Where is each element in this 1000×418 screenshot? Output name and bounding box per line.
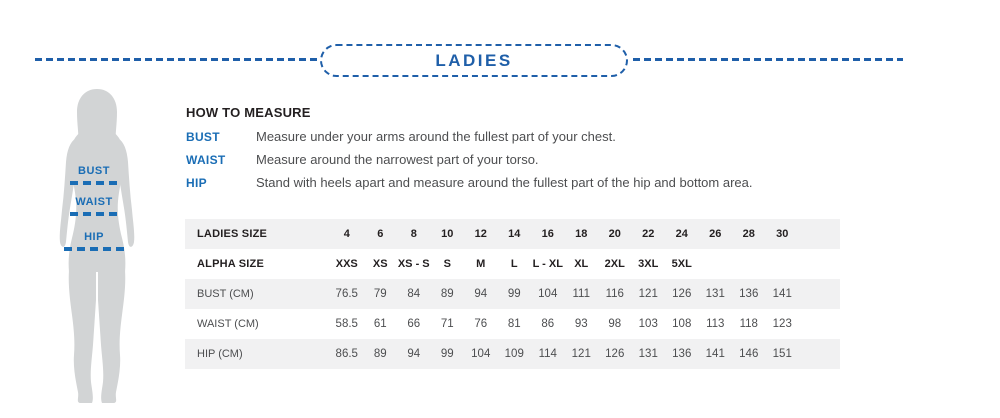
size-cell: 89 (364, 339, 398, 369)
how-to-measure-title: HOW TO MEASURE (186, 105, 311, 120)
header-dashed-rule-right (633, 58, 903, 61)
size-cell: 8 (397, 219, 431, 249)
size-cell: 28 (732, 219, 766, 249)
size-cell: 24 (665, 219, 699, 249)
size-cell: 10 (431, 219, 465, 249)
size-cell: 86.5 (330, 339, 364, 369)
page-title: LADIES (435, 50, 513, 70)
size-cell: 109 (498, 339, 532, 369)
size-cell: 71 (440, 318, 454, 330)
size-cell: L - XL (532, 258, 563, 270)
measure-row-hip (186, 175, 906, 189)
size-cell: 16 (531, 219, 565, 249)
hip-dashed-line (64, 247, 124, 251)
size-cell: 94 (397, 339, 431, 369)
row-spacer (799, 249, 840, 279)
size-cell: 30 (766, 219, 800, 249)
size-cell: 12 (464, 219, 498, 249)
size-cell: 104 (464, 339, 498, 369)
size-cell: 111 (565, 279, 599, 309)
size-cell: 108 (672, 318, 692, 330)
size-cell: 99 (431, 339, 465, 369)
measure-row-waist (186, 152, 906, 166)
size-cell: 113 (706, 318, 725, 330)
size-cell: 141 (699, 339, 733, 369)
size-cell: 22 (632, 219, 666, 249)
size-cell: 126 (665, 279, 699, 309)
size-cell: 103 (638, 318, 658, 330)
size-cell: 2XL (604, 258, 625, 270)
size-cell: 121 (632, 279, 666, 309)
row-label: BUST (CM) (185, 279, 330, 309)
size-cell: 6 (364, 219, 398, 249)
size-cell: 121 (565, 339, 599, 369)
table-row (185, 339, 840, 369)
size-cell: XS - S (397, 258, 430, 270)
size-cell: 136 (665, 339, 699, 369)
size-cell: L (510, 258, 518, 270)
size-cell (766, 249, 800, 279)
measure-description: Stand with heels apart and measure around the fullest part of the hip and bottom area. (256, 175, 753, 190)
row-spacer (799, 339, 840, 369)
size-cell: 98 (608, 318, 622, 330)
row-spacer (799, 279, 840, 309)
size-cell: 76.5 (330, 279, 364, 309)
row-label: HIP (CM) (185, 339, 330, 369)
size-cell: 131 (699, 279, 733, 309)
size-table (185, 219, 840, 369)
figure-waist-label: WAIST (75, 196, 113, 208)
size-cell: 131 (632, 339, 666, 369)
size-cell: 81 (507, 318, 521, 330)
row-label: ALPHA SIZE (197, 258, 264, 270)
size-cell: 26 (699, 219, 733, 249)
measure-row-bust (186, 129, 906, 143)
size-cell: XXS (335, 258, 358, 270)
size-cell: 123 (772, 318, 792, 330)
size-cell: 104 (531, 279, 565, 309)
header-dashed-rule-left (35, 58, 318, 61)
size-cell: 89 (431, 279, 465, 309)
size-cell: 14 (498, 219, 532, 249)
row-label: WAIST (CM) (197, 318, 259, 330)
table-row (185, 219, 840, 249)
how-to-measure-section (186, 105, 906, 189)
size-cell: XS (372, 258, 388, 270)
size-cell (699, 249, 733, 279)
measure-term: WAIST (186, 153, 226, 167)
measure-description: Measure under your arms around the fullest part of your chest. (256, 129, 616, 144)
size-cell: 4 (330, 219, 364, 249)
size-cell: 3XL (638, 258, 659, 270)
table-row (185, 249, 840, 279)
size-cell: 116 (598, 279, 632, 309)
size-cell: 5XL (671, 258, 692, 270)
size-cell: 18 (565, 219, 599, 249)
figure-bust-label: BUST (78, 165, 110, 177)
table-row (185, 309, 840, 339)
size-cell: 151 (766, 339, 800, 369)
row-spacer (799, 219, 840, 249)
size-cell: 84 (397, 279, 431, 309)
size-cell: S (443, 258, 451, 270)
size-cell: 126 (598, 339, 632, 369)
measure-term: BUST (186, 130, 220, 144)
bust-dashed-line (70, 181, 118, 185)
size-cell: 118 (739, 318, 758, 330)
ladies-banner-pill (320, 44, 628, 77)
figure-hip-label: HIP (84, 231, 104, 243)
size-cell: XL (574, 258, 589, 270)
size-cell: 66 (407, 318, 421, 330)
size-cell: 94 (464, 279, 498, 309)
size-cell: 86 (541, 318, 555, 330)
measure-description: Measure around the narrowest part of your torso. (256, 152, 539, 167)
table-row (185, 279, 840, 309)
row-spacer (799, 309, 840, 339)
size-cell (732, 249, 766, 279)
size-cell: 58.5 (335, 318, 358, 330)
row-label: LADIES SIZE (185, 219, 330, 249)
waist-dashed-line (70, 212, 118, 216)
size-table-body (185, 219, 840, 369)
size-cell: M (476, 258, 486, 270)
size-cell: 136 (732, 279, 766, 309)
measure-term: HIP (186, 176, 207, 190)
size-cell: 93 (574, 318, 588, 330)
size-cell: 141 (766, 279, 800, 309)
size-cell: 114 (531, 339, 565, 369)
size-cell: 20 (598, 219, 632, 249)
size-cell: 79 (364, 279, 398, 309)
size-cell: 99 (498, 279, 532, 309)
size-cell: 146 (732, 339, 766, 369)
size-cell: 61 (373, 318, 387, 330)
size-cell: 76 (474, 318, 488, 330)
